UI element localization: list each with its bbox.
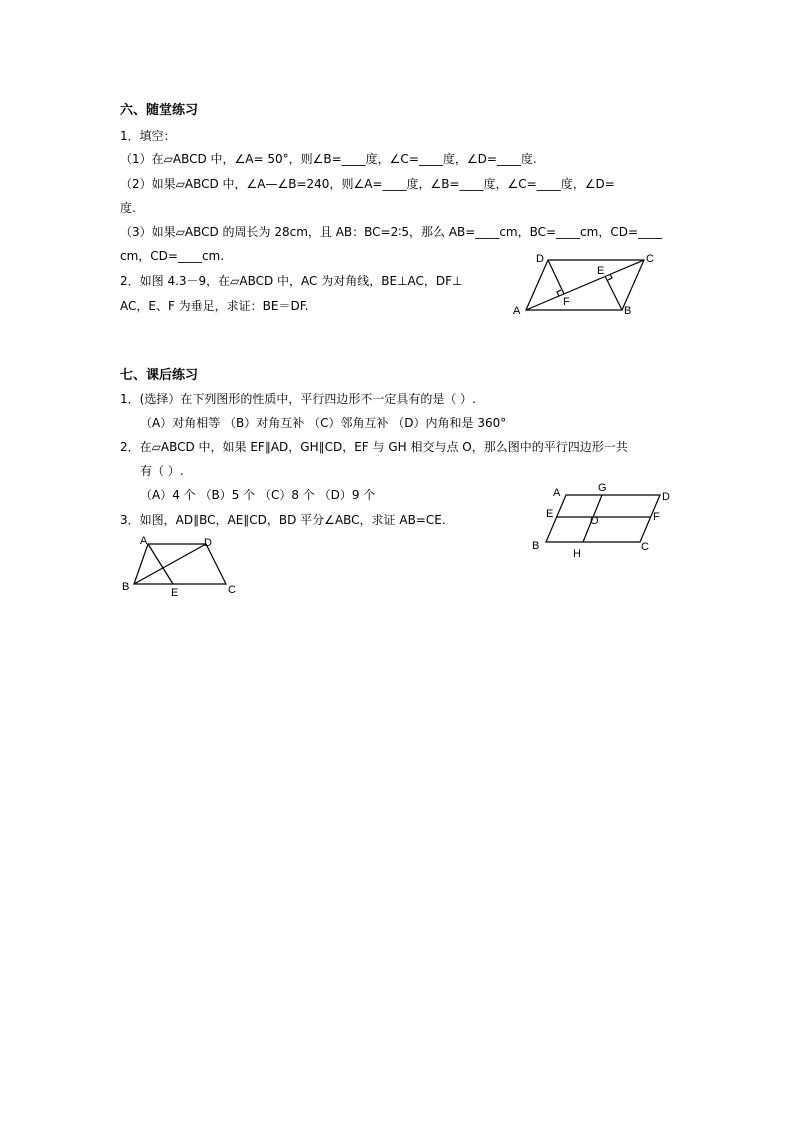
fig1-label-e: E — [597, 265, 605, 277]
fig2-label-f: F — [653, 511, 660, 523]
fig2-label-c: C — [641, 541, 649, 553]
fig3-label-b: B — [122, 581, 130, 593]
q1-title: 1．填空： — [120, 129, 176, 143]
fig1-segment-be — [605, 276, 622, 310]
q1-part2-line1: （2）如果▱ABCD 中，∠A—∠B=240，则∠A=____度，∠B=____度，∠C=____度，∠D= — [120, 177, 615, 191]
fig2-parallelogram — [546, 495, 660, 542]
fig3-label-c: C — [228, 584, 236, 596]
fig2-label-a: A — [553, 487, 561, 499]
hw-q2-line2: 有（ ）. — [140, 464, 184, 478]
fig1-diagonal-ac — [526, 260, 644, 310]
parallelogram-figure-2 — [528, 480, 676, 562]
fig2-label-d: D — [662, 491, 670, 503]
parallelogram-figure-1 — [510, 248, 660, 320]
hw-q1: 1．(选择）在下列图形的性质中，平行四边形不一定具有的是（ ）. — [120, 392, 476, 406]
fig2-label-g: G — [598, 482, 607, 494]
section-7-heading: 七、课后练习 — [120, 368, 199, 383]
q1-part3-line1: （3）如果▱ABCD 的周长为 28cm，且 AB：BC=2∶5，那么 AB=____cm，BC=____cm，CD=____ — [120, 225, 663, 239]
hw-q3: 3．如图，AD∥BC，AE∥CD，BD 平分∠ABC，求证 AB=CE. — [120, 513, 446, 527]
q2-line2: AC，E、F 为垂足，求证：BE＝DF. — [120, 299, 309, 313]
fig1-segment-df — [548, 260, 564, 294]
fig1-label-c: C — [646, 253, 654, 265]
hw-q2-line1: 2．在▱ABCD 中，如果 EF∥AD，GH∥CD，EF 与 GH 相交与点 O，那么图中的平行四边形一共 — [120, 440, 628, 454]
fig2-label-e: E — [546, 508, 554, 520]
q1-part3-line2: cm，CD=____cm. — [120, 249, 225, 263]
fig3-segment-bd — [134, 544, 206, 584]
fig2-label-b: B — [532, 540, 540, 552]
fig3-trapezoid — [134, 544, 226, 584]
trapezoid-figure-3 — [118, 532, 248, 600]
q1-part2-line2: 度. — [120, 201, 136, 215]
q1-part1: （1）在▱ABCD 中，∠A= 50°，则∠B=____度，∠C=____度，∠D=____度. — [120, 152, 537, 166]
fig1-label-f: F — [563, 296, 570, 308]
fig1-label-b: B — [624, 305, 632, 317]
fig1-label-d: D — [536, 253, 544, 265]
fig3-label-e: E — [171, 587, 179, 599]
fig3-label-a: A — [140, 535, 148, 547]
section-6-heading: 六、随堂练习 — [120, 103, 199, 118]
fig2-label-o: O — [590, 515, 599, 527]
hw-q1-options: （A）对角相等 （B）对角互补 （C）邻角互补 （D）内角和是 360° — [140, 416, 507, 430]
fig2-label-h: H — [573, 548, 581, 560]
fig1-label-a: A — [513, 305, 521, 317]
q2-line1: 2．如图 4.3－9，在▱ABCD 中，AC 为对角线，BE⊥AC，DF⊥ — [120, 274, 463, 288]
fig3-label-d: D — [204, 537, 212, 549]
hw-q2-options: （A）4 个 （B）5 个 （C）8 个 （D）9 个 — [140, 488, 376, 502]
